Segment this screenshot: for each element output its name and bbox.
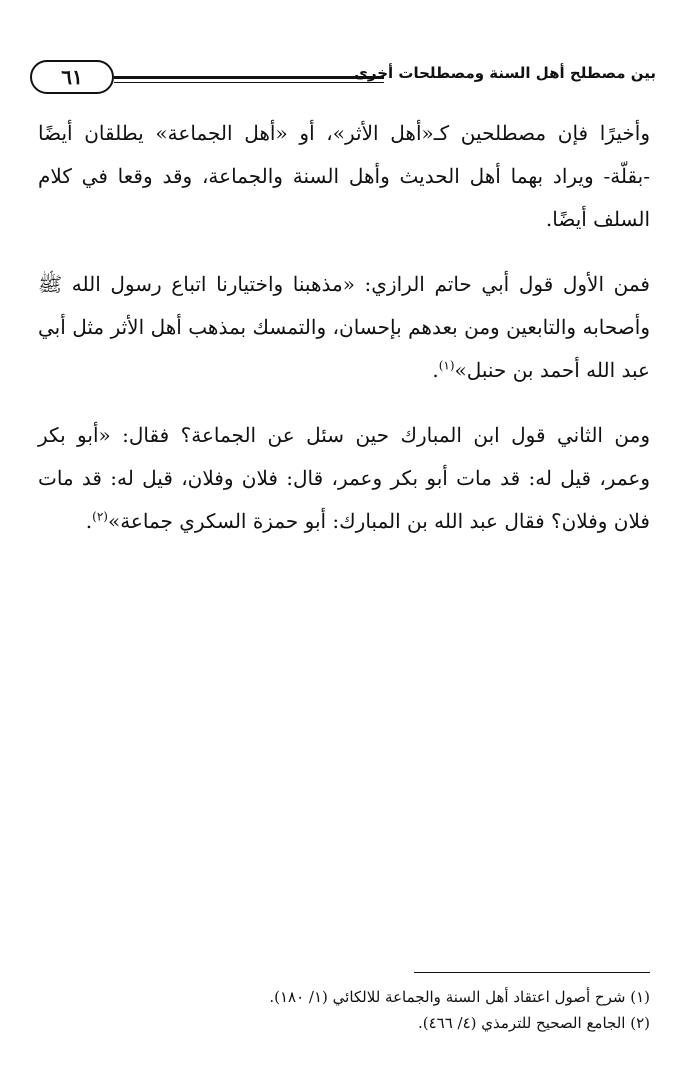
header-rule-thin (114, 82, 384, 83)
footnote-1: (١) شرح أصول اعتقاد أهل السنة والجماعة للالكائي (١/ ١٨٠). (269, 988, 650, 1006)
paragraph-text: ومن الثاني قول ابن المبارك حين سئل عن الجماعة؟ فقال: «أبو بكر وعمر، قيل له: قد مات أبو بكر وعمر، قال: فلان وفلان، قيل له: قد مات فلان وفلان؟ فقال عبد الله بن المبارك: أبو حمزة السكري جماعة» (38, 423, 650, 533)
header-rule (114, 76, 384, 79)
footnote-2: (٢) الجامع الصحيح للترمذي (٤/ ٤٦٦). (417, 1014, 650, 1032)
paragraph-2 (38, 263, 650, 392)
paragraph-3 (38, 414, 650, 543)
paragraph-text: فمن الأول قول أبي حاتم الرازي: «مذهبنا واختيارنا اتباع رسول الله ﷺ وأصحابه والتابعين ومن بعدهم بإحسان، والتمسك بمذهب أهل الأثر مثل أبي عبد الله أحمد بن حنبل» (38, 272, 650, 382)
footnote-marker: (٢) (92, 509, 108, 524)
running-title: بين مصطلح أهل السنة ومصطلحات أخرى (354, 64, 656, 82)
paragraph-text: وأخيرًا فإن مصطلحين كـ«أهل الأثر»، أو «أهل الجماعة» يطلقان أيضًا -بقلّة- ويراد بهما أهل الحديث وأهل السنة والجماعة، وقد وقعا في كلام السلف أيضًا. (38, 121, 650, 231)
paragraph-tail: . (85, 509, 93, 533)
footnote-marker: (١) (438, 358, 455, 373)
paragraph-1 (38, 112, 650, 241)
footnote-separator (414, 972, 650, 973)
page-number: ٦١ (30, 60, 114, 94)
footnotes (40, 984, 650, 1036)
main-text (38, 112, 650, 565)
paragraph-tail: . (432, 358, 439, 382)
page-header (28, 58, 656, 98)
